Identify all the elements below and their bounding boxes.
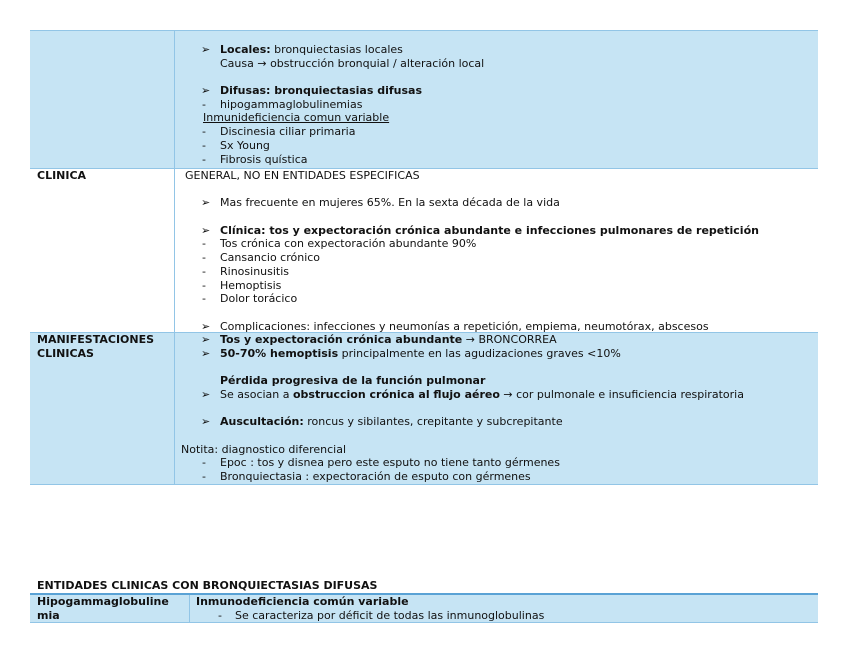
entidad-title [190, 595, 818, 609]
row-clinica [30, 169, 818, 333]
row-content [190, 595, 818, 622]
list-item [175, 470, 818, 484]
row-clasificacion [30, 31, 818, 169]
blank-line [175, 429, 818, 443]
bullet-locales [175, 43, 818, 57]
list-item [175, 153, 818, 167]
asocian-post: → cor pulmonale e insuficiencia respiratoria [499, 387, 744, 401]
blank-line [175, 183, 818, 197]
blank-line [175, 210, 818, 224]
dash-icon: - [202, 125, 206, 139]
auscultacion-text: roncus y sibilantes, crepitante y subcrepitante [303, 415, 563, 429]
perdida-text: Pérdida progresiva de la función pulmonar [220, 374, 486, 388]
bullet-arrow-icon: ➢ [201, 387, 211, 401]
bullet-arrow-icon: ➢ [201, 346, 211, 360]
row-content [175, 169, 818, 332]
subheading-text: Inmunideficiencia comun variable [203, 111, 390, 125]
row-label-text: Hipogammaglobuline [37, 595, 169, 608]
bullet-arrow-icon: ➢ [201, 196, 211, 210]
hemoptisis-bold: 50-70% hemoptisis [220, 346, 339, 360]
list-item-text: Rinosinusitis [220, 264, 290, 278]
list-item-text: Fibrosis quística [220, 152, 308, 166]
subheading [175, 111, 818, 125]
clinica-text: Clínica: tos y expectoración crónica abundante e infecciones pulmonares de repetición [220, 223, 759, 237]
tos-text: → BRONCORREA [462, 333, 557, 346]
bullet-arrow-icon: ➢ [201, 333, 211, 346]
blank-line [175, 360, 818, 374]
section-heading: ENTIDADES CLINICAS CON BRONQUIECTASIAS DIFUSAS [37, 579, 378, 592]
entidad-title-text: Inmunodeficiencia común variable [196, 595, 409, 608]
list-item [175, 98, 818, 112]
dash-icon: - [202, 456, 206, 470]
list-item-text: Sx Young [220, 138, 270, 152]
bullet-clinica [175, 224, 818, 238]
bullet-complicaciones [175, 320, 818, 334]
row-label-text: CLINICAS [37, 346, 94, 360]
dash-icon: - [202, 469, 206, 483]
blank-line [175, 70, 818, 84]
bullet-difusas [175, 84, 818, 98]
difusas-text: Difusas: bronquiectasias difusas [220, 84, 422, 98]
notita-line: Notita: diagnostico diferencial [181, 442, 347, 456]
dash-icon: - [202, 237, 206, 251]
bullet-arrow-icon: ➢ [201, 43, 211, 56]
locales-label: Locales: [220, 43, 271, 56]
tos-bold: Tos y expectoración crónica abundante [220, 333, 463, 346]
bullet-hemoptisis [175, 347, 818, 361]
row-label-text: MANIFESTACIONES [37, 333, 155, 346]
bullet-frecuencia [175, 196, 818, 210]
list-item [175, 139, 818, 153]
list-item-text: Hemoptisis [220, 278, 282, 292]
general-line: GENERAL, NO EN ENTIDADES ESPECIFICAS [185, 169, 420, 182]
list-item [175, 265, 818, 279]
dash-icon: - [202, 278, 206, 292]
row-manifestaciones [30, 333, 818, 485]
dash-icon: - [202, 97, 206, 111]
row-label-empty [30, 31, 175, 168]
list-item-text: Bronquiectasia : expectoración de esputo con gérmenes [220, 469, 531, 483]
perdida-heading [175, 374, 818, 388]
bullet-arrow-icon: ➢ [201, 223, 211, 237]
list-item [175, 456, 818, 470]
row-label [30, 595, 190, 622]
list-item [190, 609, 818, 623]
asocian-pre: Se asocian a [220, 387, 293, 401]
row-content [175, 31, 818, 168]
blank-line [175, 401, 818, 415]
dash-icon: - [202, 264, 206, 278]
dash-icon: - [202, 152, 206, 166]
list-item-text: hipogammaglobulinemias [220, 97, 363, 111]
bullet-arrow-icon: ➢ [201, 84, 211, 98]
list-item-text: Dolor torácico [220, 292, 298, 306]
bullet-arrow-icon: ➢ [201, 319, 211, 333]
list-item [175, 279, 818, 293]
row-label [30, 169, 175, 332]
list-item [175, 237, 818, 251]
list-item [175, 125, 818, 139]
blank-line [175, 306, 818, 320]
dash-icon: - [202, 292, 206, 306]
bronquiectasias-table [30, 30, 818, 485]
row-label [30, 333, 175, 484]
hemoptisis-text: principalmente en las agudizaciones graves <10% [338, 346, 621, 360]
frecuencia-text: Mas frecuente en mujeres 65%. En la sexta década de la vida [220, 196, 560, 210]
list-item-text: Discinesia ciliar primaria [220, 125, 356, 139]
row-label-text: mia [37, 608, 60, 622]
list-item-text: Epoc : tos y disnea pero este esputo no tiene tanto gérmenes [220, 456, 560, 470]
list-item-text: Cansancio crónico [220, 251, 321, 265]
list-item-text: Se caracteriza por déficit de todas las inmunoglobulinas [235, 608, 545, 622]
bullet-auscultacion [175, 415, 818, 429]
row-label-text: CLINICA [37, 169, 87, 182]
locales-text: bronquiectasias locales [270, 43, 403, 56]
complicaciones-text: Complicaciones: infecciones y neumonías a repetición, empiema, neumotórax, abscesos [220, 319, 709, 333]
list-item [175, 251, 818, 265]
dash-icon: - [202, 251, 206, 265]
dash-icon: - [218, 608, 222, 622]
asocian-bold: obstruccion crónica al flujo aéreo [293, 387, 500, 401]
list-item-text: Tos crónica con expectoración abundante 90% [220, 237, 477, 251]
entidades-table [30, 593, 818, 623]
bullet-asocian [175, 388, 818, 402]
bullet-tos [175, 333, 818, 347]
row-content [175, 333, 818, 484]
dash-icon: - [202, 138, 206, 152]
bullet-arrow-icon: ➢ [201, 415, 211, 429]
list-item [175, 292, 818, 306]
causa-line: Causa → obstrucción bronquial / alteración local [220, 56, 485, 70]
auscultacion-bold: Auscultación: [220, 415, 304, 429]
